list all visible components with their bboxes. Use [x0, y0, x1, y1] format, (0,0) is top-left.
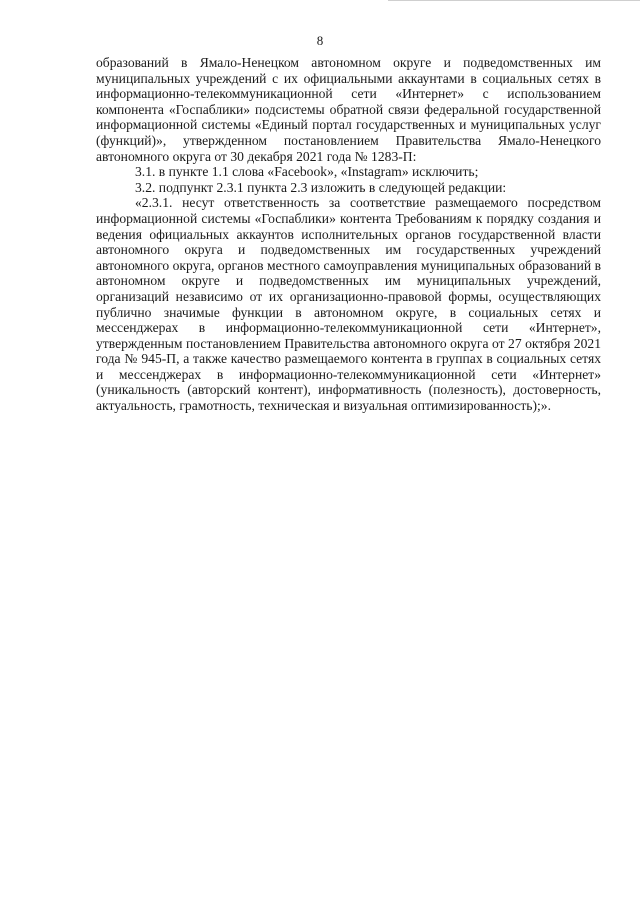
- paragraph-item-3-1: 3.1. в пункте 1.1 слова «Facebook», «Instagram» исключить;: [135, 164, 479, 180]
- top-edge-rule: [388, 0, 640, 1]
- page-number: 8: [316, 33, 324, 48]
- paragraph-quoted-2-3-1: «2.3.1. несут ответственность за соответствие размещаемого посредством информационной системы «Госпаблики» контента Требованиям к порядку создания и ведения официальных аккаунтов исполнительных органов государственной власти автономного округа и подведомственных им государственных учреждений автономного округа, органов местного самоуправления муниципальных образований в автономном округе и подведомственных им муниципальных учреждений, организаций независимо от их организационно-правовой формы, осуществляющих публично значимые функции в автономном округе, в социальных сетях и мессенджерах в информационно-телекоммуникационной сети «Интернет», утвержденным постановлением Правительства автономного округа от 27 октября 2021 года № 945-П, а также качество размещаемого контента в группах в социальных сетях и мессенджерах в информационно-телекоммуникационной сети «Интернет» (уникальность (авторский контент), информативность (полезность), достоверность, актуальность, грамотность, техническая и визуальная оптимизированность);».: [96, 195, 601, 414]
- paragraph-item-3-2: 3.2. подпункт 2.3.1 пункта 2.3 изложить в следующей редакции:: [135, 179, 507, 195]
- document-body: [96, 55, 601, 414]
- paragraph-continuation: образований в Ямало-Ненецком автономном округе и подведомственных им муниципальных учреждений с их официальными аккаунтами в социальных сетях в информационно-телекоммуникационной сети «Интернет» с использованием компонента «Госпаблики» подсистемы обратной связи федеральной государственной информационной системы «Единый портал государственных и муниципальных услуг (функций)», утвержденном постановлением Правительства Ямало-Ненецкого автономного округа от 30 декабря 2021 года № 1283-П:: [96, 55, 601, 164]
